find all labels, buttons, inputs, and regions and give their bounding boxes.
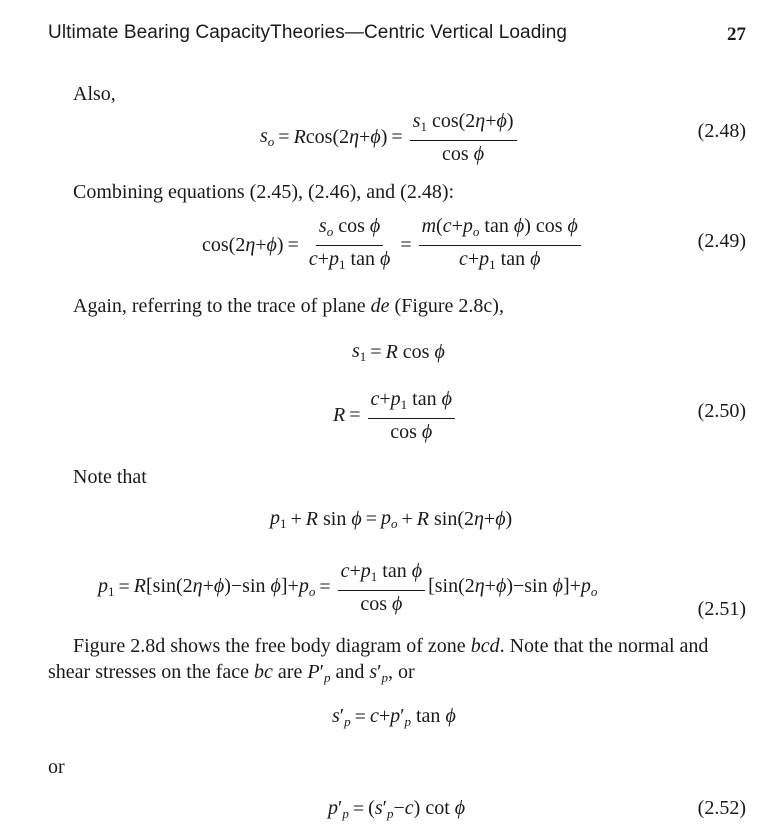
again-plane-var: de xyxy=(370,295,390,317)
paragraph-or: or xyxy=(48,756,65,778)
paragraph-again xyxy=(73,294,504,319)
face-var: bc xyxy=(254,661,273,683)
paragraph-also: Also, xyxy=(73,83,116,105)
equation-number-2-52: (2.52) xyxy=(697,797,746,819)
again-text-end: (Figure 2.8c), xyxy=(389,295,504,317)
equation-force-balance: $p_1$ + R sin ϕ = $p_o$ + R sin(2η+ϕ) xyxy=(270,507,513,531)
figure-line2-text-end: , or xyxy=(388,661,415,683)
zone-var: bcd xyxy=(470,635,500,657)
paragraph-combining: Combining equations (2.45), (2.46), and (2.48): xyxy=(73,181,455,203)
equation-s1: $s_1$ = R cos ϕ xyxy=(352,340,445,364)
equation-2-52: $p'_p$ = $(s'_p-c)$ cot ϕ xyxy=(328,797,466,821)
equation-number-2-48: (2.48) xyxy=(697,120,746,142)
figure-line1-text-start: Figure 2.8d shows the free body diagram of zone xyxy=(73,635,471,657)
paragraph-figure-line1 xyxy=(73,634,708,659)
equation-2-49: cos(2η+ϕ) = $\frac{s_o \cos \phi}{c+p_1 \tan \phi}$ = $\frac{m(c+p_o \tan \phi) \cos \phi}{c+p_1 \tan \phi}$ xyxy=(202,215,584,276)
equation-shear-stress: $s'_p$ = $c+p'_p$ tan ϕ xyxy=(332,705,456,729)
equation-number-2-50: (2.50) xyxy=(697,400,746,422)
equation-number-2-51: (2.51) xyxy=(697,598,746,620)
paragraph-note-that: Note that xyxy=(73,466,147,488)
figure-line2-text-start: shear stresses on the face xyxy=(48,661,255,683)
again-text-start: Again, referring to the trace of plane xyxy=(73,295,371,317)
equation-number-2-49: (2.49) xyxy=(697,230,746,252)
equation-2-48: $s_o$ = Rcos(2η+ϕ) = $\frac{s_1 \cos(2\eta+\phi)}{\text{cos ϕ}}$ xyxy=(260,110,520,165)
figure-line1-text-end: . Note that the normal and xyxy=(499,635,709,657)
running-header-title: Ultimate Bearing CapacityTheories—Centric Vertical Loading xyxy=(48,22,568,43)
paragraph-figure-line2: shear stresses on the face bc are $P'_p$ and $s'_p$, or xyxy=(48,661,415,685)
equation-2-51: $p_1$ = R[sin(2η+ϕ)−sin $\phi]+p_o$ = $\frac{c+p_1 \tan \phi}{\text{cos ϕ}}$ [sin(2η+ϕ)−sin $\phi]+p_o$ xyxy=(98,560,598,615)
page-number: 27 xyxy=(727,24,746,45)
equation-2-50: R = $\frac{c+p_1 \tan \phi}{\text{cos ϕ}}$ xyxy=(333,388,458,443)
figure-line2-text-are: are xyxy=(272,661,308,683)
figure-line2-text-and: and xyxy=(330,661,370,683)
